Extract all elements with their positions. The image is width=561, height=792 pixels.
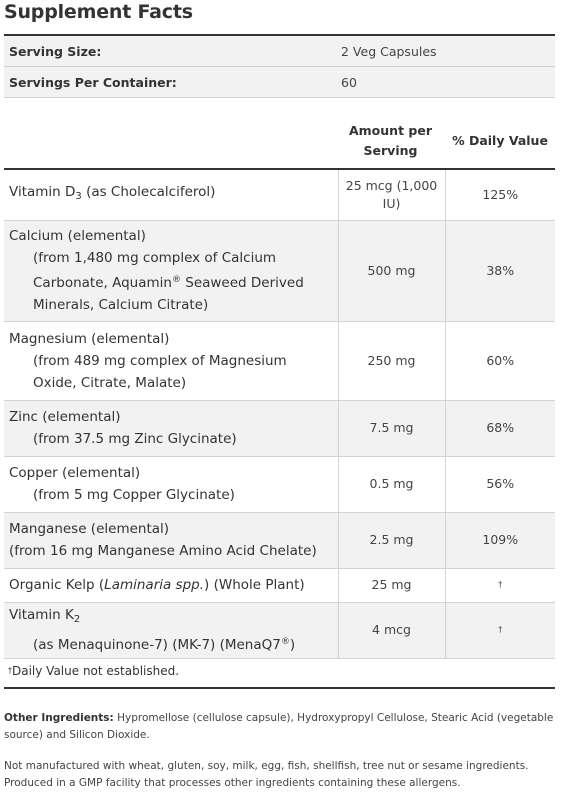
nutrient-amount: 2.5 mg (338, 512, 445, 568)
allergen-notice: Not manufactured with wheat, gluten, soy, milk, egg, fish, shellfish, tree nut or sesame ingredients. Produced in a GMP facility that processes other ingredients containing these allergens. (4, 760, 529, 789)
other-ingredients (4, 710, 555, 744)
nutrient-daily-value: 125% (445, 170, 555, 220)
nutrient-row-organic-kelp (4, 568, 555, 602)
nutrient-daily-value: † (445, 602, 555, 658)
nutrient-daily-value: 38% (445, 220, 555, 321)
nutrient-daily-value: 60% (445, 321, 555, 400)
nutrient-table (4, 170, 555, 659)
nutrient-row-calcium (4, 220, 555, 321)
amount-per-serving-header (337, 121, 444, 161)
nutrient-row-copper (4, 456, 555, 512)
serving-size-value: 2 Veg Capsules (341, 44, 437, 59)
nutrient-row-manganese (4, 512, 555, 568)
nutrient-amount: 4 mcg (338, 602, 445, 658)
nutrient-amount: 0.5 mg (338, 456, 445, 512)
nutrient-row-vitamin-d3 (4, 170, 555, 220)
nutrient-amount: 7.5 mg (338, 400, 445, 456)
nutrient-amount: 500 mg (338, 220, 445, 321)
nutrient-amount: 25 mg (338, 568, 445, 602)
nutrient-amount: 25 mcg (1,000 IU) (338, 170, 445, 220)
daily-value-footnote: †Daily Value not established. (8, 664, 180, 678)
nutrient-name: Vitamin $K_2$ (as Menaquinone-7) (MK-7) (MenaQ7®) (4, 602, 338, 658)
nutrient-name: Vitamin $D_3$ (as Cholecalciferol) (4, 170, 338, 220)
other-ingredients-label: Other Ingredients: (4, 712, 114, 724)
other-ingredients-text: Hypromellose (cellulose capsule), Hydroxypropyl Cellulose, Stearic Acid (vegetable source) and Silicon Dioxide. (4, 712, 554, 741)
nutrient-row-zinc (4, 400, 555, 456)
nutrient-name: Zinc (elemental) (from 37.5 mg Zinc Glycinate) (4, 400, 338, 456)
nutrient-row-magnesium (4, 321, 555, 400)
nutrient-amount: 250 mg (338, 321, 445, 400)
nutrient-name: Copper (elemental) (from 5 mg Copper Glycinate) (4, 456, 338, 512)
nutrient-daily-value: † (445, 568, 555, 602)
servings-per-container-row (4, 67, 555, 98)
nutrient-row-vitamin-k2 (4, 602, 555, 658)
footnote-rule (4, 687, 555, 689)
nutrient-daily-value: 109% (445, 512, 555, 568)
nutrient-daily-value: 56% (445, 456, 555, 512)
nutrient-name: Magnesium (elemental) (from 489 mg complex of Magnesium Oxide, Citrate, Malate) (4, 321, 338, 400)
amount-header-line1: Amount per (348, 123, 432, 138)
nutrient-name: Calcium (elemental) (from 1,480 mg complex of Calcium Carbonate, Aquamin® Seaweed Derived Minerals, Calcium Citrate) (4, 220, 338, 321)
serving-size-row (4, 36, 555, 67)
page-title: Supplement Facts (4, 1, 193, 23)
divider (4, 97, 555, 98)
servings-per-container-label: Servings Per Container: (9, 75, 177, 90)
nutrient-name: Organic Kelp (Laminaria spp.) (Whole Plant) (4, 568, 338, 602)
servings-per-container-value: 60 (341, 75, 357, 90)
daily-value-header: % Daily Value (452, 133, 548, 148)
serving-size-label: Serving Size: (9, 44, 102, 59)
nutrient-daily-value: 68% (445, 400, 555, 456)
amount-header-line2: Serving (363, 143, 418, 158)
nutrient-name: Manganese (elemental) (from 16 mg Manganese Amino Acid Chelate) (4, 512, 338, 568)
